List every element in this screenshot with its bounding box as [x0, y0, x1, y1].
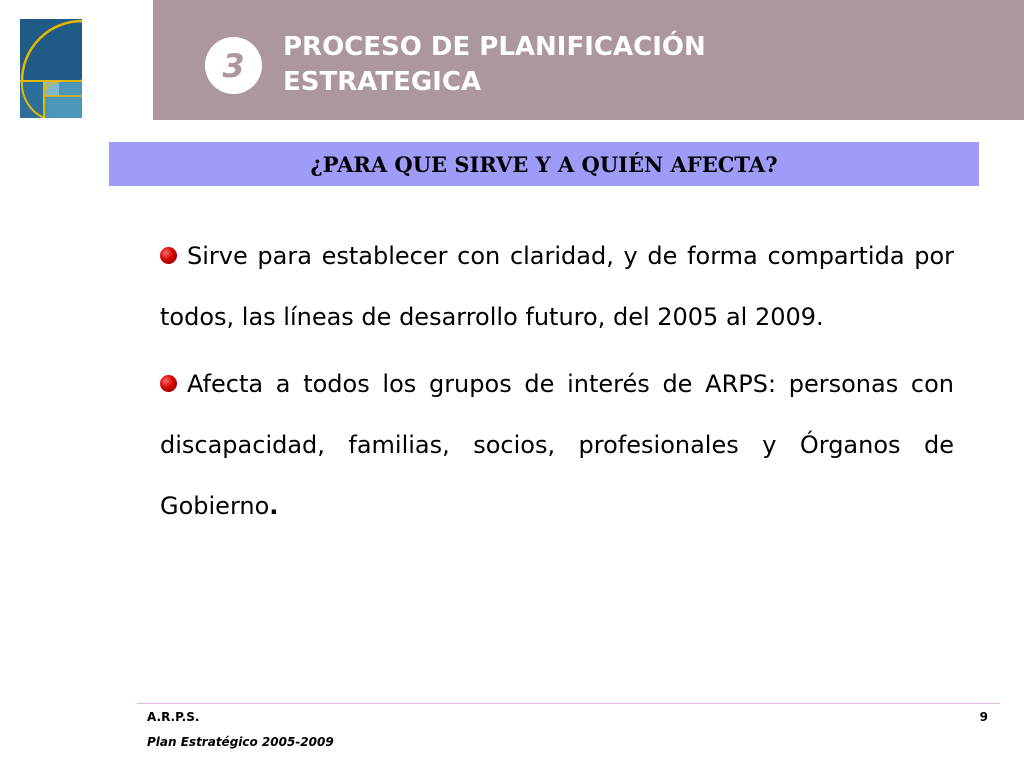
bullet-list	[160, 226, 954, 543]
red-sphere-bullet-icon	[160, 375, 177, 392]
red-sphere-bullet-icon	[160, 247, 177, 264]
logo-icon	[20, 19, 82, 118]
section-title-bar	[109, 142, 979, 186]
bullet-item	[160, 354, 954, 537]
page-title-line-1: PROCESO DE PLANIFICACIÓN	[283, 32, 706, 62]
step-number: 3	[222, 46, 245, 85]
page-number: 9	[979, 710, 988, 724]
step-number-badge	[205, 37, 262, 94]
page-title	[283, 30, 983, 100]
bullet-end-period: .	[269, 492, 279, 520]
bullet-text: Sirve para establecer con claridad, y de forma compartida por todos, las líneas de desarrollo futuro, del 2005 al 2009.	[160, 242, 954, 331]
section-title: ¿PARA QUE SIRVE Y A QUIÉN AFECTA?	[310, 151, 778, 177]
page-title-line-2: ESTRATEGICA	[283, 67, 482, 97]
bullet-text: Afecta a todos los grupos de interés de ARPS: personas con discapacidad, familias, socios, profesionales y Órganos de Gobierno	[160, 370, 954, 520]
footer-divider	[137, 703, 1000, 704]
footer-plan-title: Plan Estratégico 2005-2009	[147, 735, 334, 749]
bullet-item	[160, 226, 954, 348]
footer-organization: A.R.P.S.	[147, 710, 200, 724]
